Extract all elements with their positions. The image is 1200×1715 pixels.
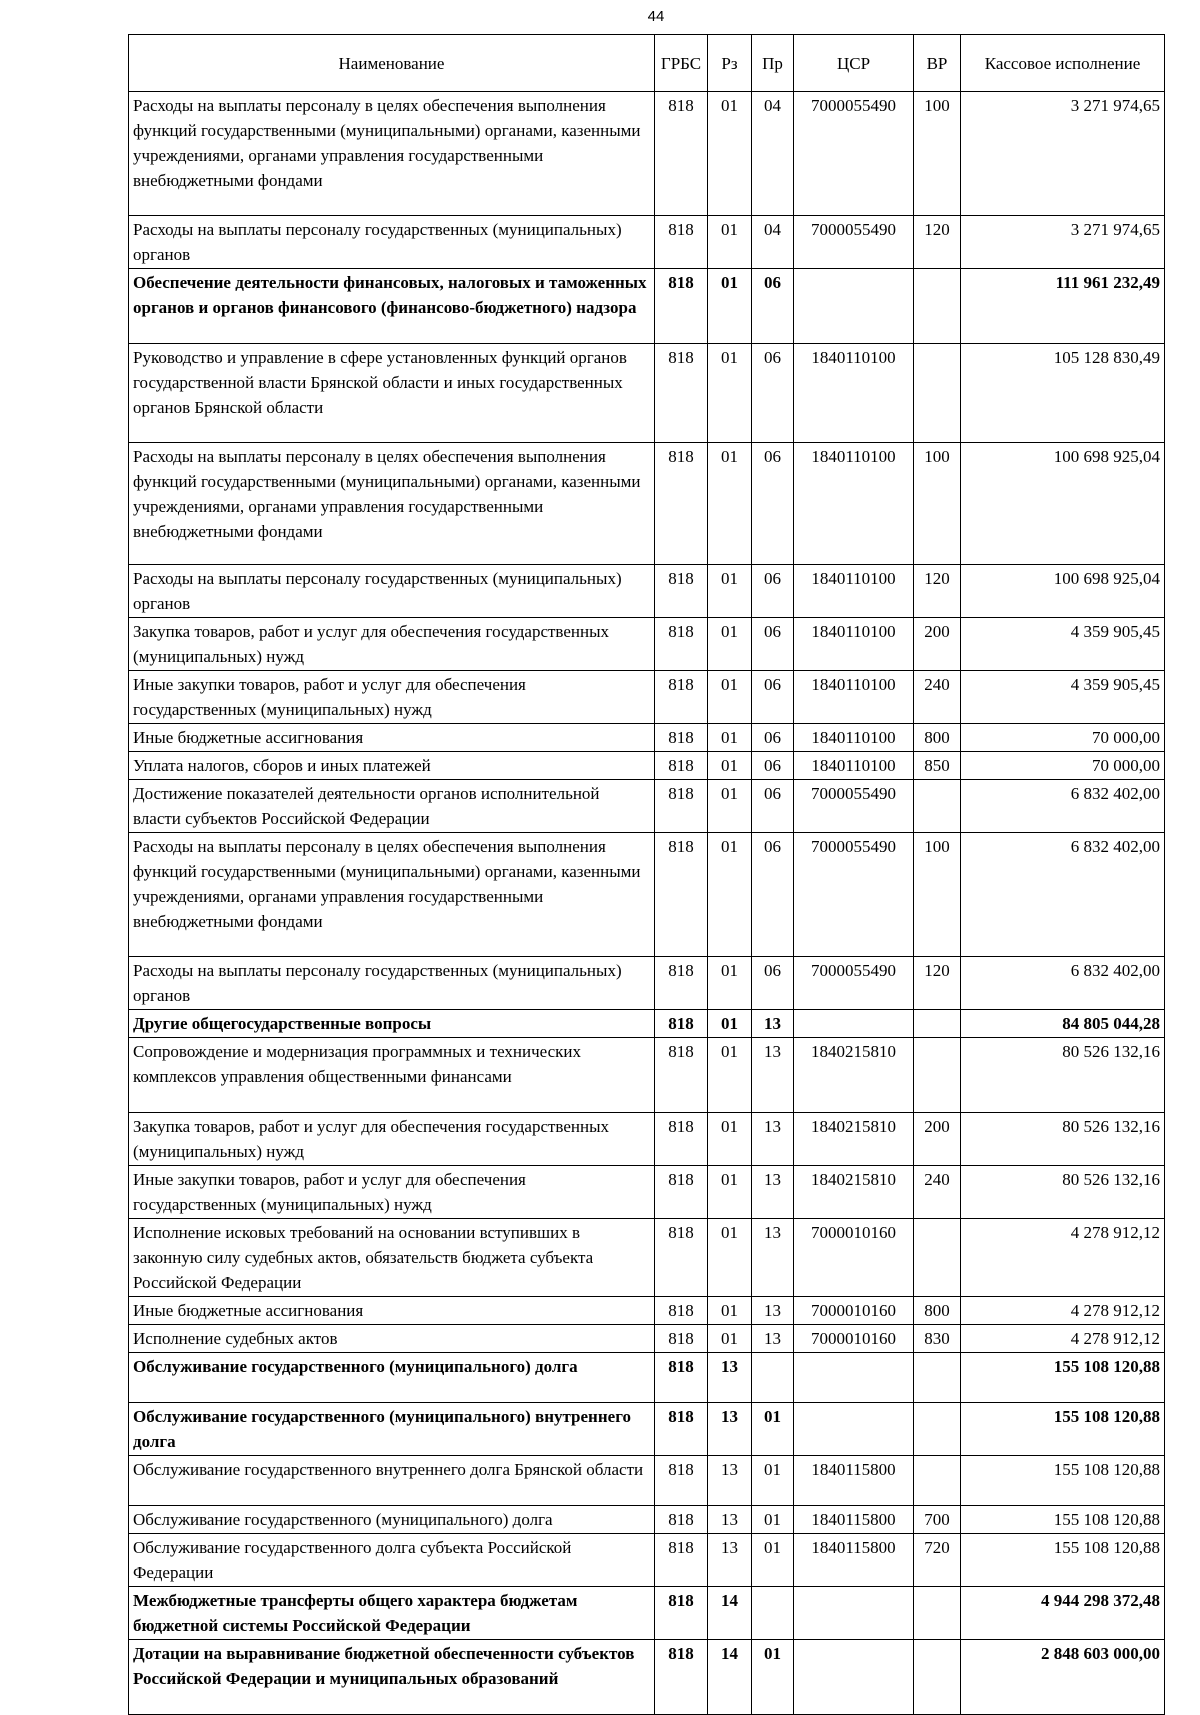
row-vr: 100	[914, 92, 961, 216]
row-name: Иные бюджетные ассигнования	[129, 724, 655, 752]
row-grbs: 818	[655, 92, 708, 216]
table-row	[129, 1534, 1165, 1587]
row-vr: 120	[914, 565, 961, 618]
row-rz: 01	[708, 752, 752, 780]
row-csr	[794, 1640, 914, 1715]
row-pr: 06	[752, 618, 794, 671]
row-amount: 4 278 912,12	[961, 1325, 1165, 1353]
row-rz: 01	[708, 1297, 752, 1325]
row-amount: 3 271 974,65	[961, 92, 1165, 216]
row-pr: 06	[752, 565, 794, 618]
row-name: Расходы на выплаты персоналу в целях обеспечения выполнения функций государственными (муниципальными) органами, казенными учреждениями, органами управления государственными внебюджетными фондами	[129, 92, 655, 216]
row-name: Обслуживание государственного (муниципального) долга	[129, 1353, 655, 1403]
row-rz: 01	[708, 618, 752, 671]
row-vr	[914, 1010, 961, 1038]
row-rz: 01	[708, 269, 752, 344]
row-pr	[752, 1587, 794, 1640]
row-vr: 720	[914, 1534, 961, 1587]
row-pr	[752, 1353, 794, 1403]
row-vr	[914, 1219, 961, 1297]
row-amount: 70 000,00	[961, 752, 1165, 780]
row-pr: 06	[752, 957, 794, 1010]
row-name: Иные закупки товаров, работ и услуг для обеспечения государственных (муниципальных) нужд	[129, 671, 655, 724]
table-row	[129, 443, 1165, 565]
row-csr	[794, 1353, 914, 1403]
header-rz: Рз	[708, 35, 752, 92]
row-rz: 13	[708, 1456, 752, 1506]
header-csr: ЦСР	[794, 35, 914, 92]
row-vr: 850	[914, 752, 961, 780]
row-vr	[914, 1456, 961, 1506]
row-csr: 1840110100	[794, 618, 914, 671]
row-amount: 80 526 132,16	[961, 1038, 1165, 1113]
row-pr: 06	[752, 344, 794, 443]
row-rz: 01	[708, 780, 752, 833]
row-name: Межбюджетные трансферты общего характера бюджетам бюджетной системы Российской Федерации	[129, 1587, 655, 1640]
row-vr: 700	[914, 1506, 961, 1534]
row-vr: 100	[914, 443, 961, 565]
row-csr: 1840215810	[794, 1166, 914, 1219]
row-csr: 1840215810	[794, 1113, 914, 1166]
row-pr: 13	[752, 1166, 794, 1219]
header-name: Наименование	[129, 35, 655, 92]
row-rz: 01	[708, 1038, 752, 1113]
row-csr: 7000055490	[794, 780, 914, 833]
row-pr: 04	[752, 216, 794, 269]
row-name: Достижение показателей деятельности органов исполнительной власти субъектов Российской Федерации	[129, 780, 655, 833]
row-rz: 13	[708, 1534, 752, 1587]
row-amount: 155 108 120,88	[961, 1534, 1165, 1587]
row-csr: 1840110100	[794, 724, 914, 752]
row-amount: 70 000,00	[961, 724, 1165, 752]
table-row	[129, 269, 1165, 344]
row-csr: 1840110100	[794, 565, 914, 618]
row-grbs: 818	[655, 443, 708, 565]
row-amount: 100 698 925,04	[961, 565, 1165, 618]
table-row	[129, 92, 1165, 216]
row-vr: 120	[914, 957, 961, 1010]
row-vr: 120	[914, 216, 961, 269]
row-rz: 01	[708, 671, 752, 724]
row-pr: 06	[752, 724, 794, 752]
row-csr	[794, 1587, 914, 1640]
row-grbs: 818	[655, 618, 708, 671]
table-row	[129, 344, 1165, 443]
row-amount: 155 108 120,88	[961, 1456, 1165, 1506]
row-amount: 6 832 402,00	[961, 780, 1165, 833]
row-grbs: 818	[655, 780, 708, 833]
row-vr: 800	[914, 1297, 961, 1325]
header-pr: Пр	[752, 35, 794, 92]
table-row	[129, 1353, 1165, 1403]
row-name: Расходы на выплаты персоналу государственных (муниципальных) органов	[129, 957, 655, 1010]
row-rz: 13	[708, 1403, 752, 1456]
row-vr: 200	[914, 1113, 961, 1166]
row-name: Расходы на выплаты персоналу государственных (муниципальных) органов	[129, 565, 655, 618]
row-vr	[914, 344, 961, 443]
row-grbs: 818	[655, 1456, 708, 1506]
table-row	[129, 1166, 1165, 1219]
row-amount: 4 278 912,12	[961, 1297, 1165, 1325]
row-name: Сопровождение и модернизация программных и технических комплексов управления общественными финансами	[129, 1038, 655, 1113]
row-rz: 13	[708, 1353, 752, 1403]
row-grbs: 818	[655, 1506, 708, 1534]
row-name: Обеспечение деятельности финансовых, налоговых и таможенных органов и органов финансового (финансово-бюджетного) надзора	[129, 269, 655, 344]
row-grbs: 818	[655, 671, 708, 724]
row-pr: 13	[752, 1113, 794, 1166]
header-grbs: ГРБС	[655, 35, 708, 92]
row-amount: 100 698 925,04	[961, 443, 1165, 565]
row-vr	[914, 1038, 961, 1113]
row-amount: 6 832 402,00	[961, 957, 1165, 1010]
table-row	[129, 671, 1165, 724]
row-csr: 1840110100	[794, 752, 914, 780]
row-amount: 155 108 120,88	[961, 1403, 1165, 1456]
table-row	[129, 1403, 1165, 1456]
row-amount: 84 805 044,28	[961, 1010, 1165, 1038]
row-grbs: 818	[655, 1297, 708, 1325]
row-amount: 105 128 830,49	[961, 344, 1165, 443]
row-amount: 111 961 232,49	[961, 269, 1165, 344]
page-number: 44	[647, 8, 665, 25]
row-csr: 7000055490	[794, 92, 914, 216]
row-name: Исполнение исковых требований на основании вступивших в законную силу судебных актов, обязательств бюджета субъекта Российской Федерации	[129, 1219, 655, 1297]
row-grbs: 818	[655, 344, 708, 443]
row-rz: 13	[708, 1506, 752, 1534]
table-row	[129, 1113, 1165, 1166]
row-amount: 155 108 120,88	[961, 1506, 1165, 1534]
table-row	[129, 1506, 1165, 1534]
row-pr: 01	[752, 1534, 794, 1587]
table-row	[129, 957, 1165, 1010]
row-csr: 1840115800	[794, 1506, 914, 1534]
row-amount: 155 108 120,88	[961, 1353, 1165, 1403]
row-rz: 01	[708, 833, 752, 957]
row-pr: 01	[752, 1640, 794, 1715]
header-vr: ВР	[914, 35, 961, 92]
row-pr: 01	[752, 1456, 794, 1506]
row-rz: 14	[708, 1640, 752, 1715]
table-row	[129, 1456, 1165, 1506]
row-name: Иные закупки товаров, работ и услуг для обеспечения государственных (муниципальных) нужд	[129, 1166, 655, 1219]
row-name: Обслуживание государственного внутреннего долга Брянской области	[129, 1456, 655, 1506]
row-vr	[914, 1353, 961, 1403]
row-name: Уплата налогов, сборов и иных платежей	[129, 752, 655, 780]
row-csr: 1840110100	[794, 344, 914, 443]
row-vr	[914, 1587, 961, 1640]
row-grbs: 818	[655, 957, 708, 1010]
row-amount: 80 526 132,16	[961, 1166, 1165, 1219]
table-row	[129, 216, 1165, 269]
row-vr	[914, 269, 961, 344]
header-amount: Кассовое исполнение	[961, 35, 1165, 92]
row-name: Руководство и управление в сфере установленных функций органов государственной власти Брянской области и иных государственных органов Брянской области	[129, 344, 655, 443]
row-csr: 1840110100	[794, 443, 914, 565]
row-rz: 01	[708, 344, 752, 443]
row-grbs: 818	[655, 1403, 708, 1456]
row-pr: 13	[752, 1038, 794, 1113]
row-grbs: 818	[655, 1587, 708, 1640]
row-name: Закупка товаров, работ и услуг для обеспечения государственных (муниципальных) нужд	[129, 1113, 655, 1166]
row-rz: 01	[708, 957, 752, 1010]
row-grbs: 818	[655, 1534, 708, 1587]
table-header-row	[129, 35, 1165, 92]
table-row	[129, 780, 1165, 833]
row-name: Закупка товаров, работ и услуг для обеспечения государственных (муниципальных) нужд	[129, 618, 655, 671]
row-vr: 240	[914, 1166, 961, 1219]
row-grbs: 818	[655, 1010, 708, 1038]
row-pr: 04	[752, 92, 794, 216]
row-name: Обслуживание государственного (муниципального) долга	[129, 1506, 655, 1534]
row-grbs: 818	[655, 1640, 708, 1715]
row-vr: 240	[914, 671, 961, 724]
row-vr: 830	[914, 1325, 961, 1353]
table-row	[129, 1010, 1165, 1038]
row-name: Обслуживание государственного долга субъекта Российской Федерации	[129, 1534, 655, 1587]
row-grbs: 818	[655, 1038, 708, 1113]
row-pr: 13	[752, 1325, 794, 1353]
row-amount: 6 832 402,00	[961, 833, 1165, 957]
row-rz: 01	[708, 565, 752, 618]
row-name: Расходы на выплаты персоналу в целях обеспечения выполнения функций государственными (муниципальными) органами, казенными учреждениями, органами управления государственными внебюджетными фондами	[129, 443, 655, 565]
row-rz: 01	[708, 1325, 752, 1353]
row-rz: 01	[708, 1113, 752, 1166]
row-grbs: 818	[655, 1113, 708, 1166]
row-vr: 800	[914, 724, 961, 752]
row-name: Исполнение судебных актов	[129, 1325, 655, 1353]
table-row	[129, 1297, 1165, 1325]
row-pr: 06	[752, 443, 794, 565]
table-row	[129, 1587, 1165, 1640]
table-row	[129, 724, 1165, 752]
row-grbs: 818	[655, 724, 708, 752]
row-pr: 01	[752, 1403, 794, 1456]
row-csr: 1840115800	[794, 1456, 914, 1506]
row-name: Иные бюджетные ассигнования	[129, 1297, 655, 1325]
row-grbs: 818	[655, 269, 708, 344]
row-rz: 01	[708, 1166, 752, 1219]
row-grbs: 818	[655, 1353, 708, 1403]
row-rz: 01	[708, 92, 752, 216]
row-grbs: 818	[655, 1166, 708, 1219]
row-csr: 1840215810	[794, 1038, 914, 1113]
row-grbs: 818	[655, 1219, 708, 1297]
row-grbs: 818	[655, 565, 708, 618]
row-pr: 06	[752, 671, 794, 724]
table-row	[129, 833, 1165, 957]
row-name: Обслуживание государственного (муниципального) внутреннего долга	[129, 1403, 655, 1456]
row-csr	[794, 1010, 914, 1038]
row-csr: 7000055490	[794, 216, 914, 269]
row-grbs: 818	[655, 1325, 708, 1353]
row-name: Дотации на выравнивание бюджетной обеспеченности субъектов Российской Федерации и муниципальных образований	[129, 1640, 655, 1715]
row-csr	[794, 1403, 914, 1456]
row-amount: 4 359 905,45	[961, 618, 1165, 671]
row-pr: 06	[752, 269, 794, 344]
row-pr: 01	[752, 1506, 794, 1534]
row-vr: 100	[914, 833, 961, 957]
row-name: Расходы на выплаты персоналу государственных (муниципальных) органов	[129, 216, 655, 269]
row-csr: 7000010160	[794, 1219, 914, 1297]
row-vr: 200	[914, 618, 961, 671]
row-pr: 06	[752, 833, 794, 957]
row-pr: 13	[752, 1010, 794, 1038]
row-amount: 4 278 912,12	[961, 1219, 1165, 1297]
row-csr: 7000010160	[794, 1297, 914, 1325]
table-row	[129, 752, 1165, 780]
row-pr: 06	[752, 752, 794, 780]
row-amount: 4 359 905,45	[961, 671, 1165, 724]
row-csr: 7000010160	[794, 1325, 914, 1353]
table-row	[129, 1038, 1165, 1113]
row-pr: 13	[752, 1219, 794, 1297]
row-vr	[914, 1640, 961, 1715]
row-csr: 1840115800	[794, 1534, 914, 1587]
row-rz: 01	[708, 1010, 752, 1038]
row-rz: 01	[708, 443, 752, 565]
row-grbs: 818	[655, 833, 708, 957]
row-amount: 80 526 132,16	[961, 1113, 1165, 1166]
budget-execution-table	[128, 34, 1165, 1715]
table-row	[129, 618, 1165, 671]
row-rz: 01	[708, 724, 752, 752]
row-name: Другие общегосударственные вопросы	[129, 1010, 655, 1038]
row-pr: 13	[752, 1297, 794, 1325]
row-amount: 2 848 603 000,00	[961, 1640, 1165, 1715]
row-csr	[794, 269, 914, 344]
row-grbs: 818	[655, 216, 708, 269]
table-row	[129, 1325, 1165, 1353]
row-csr: 7000055490	[794, 833, 914, 957]
table-row	[129, 1640, 1165, 1715]
row-pr: 06	[752, 780, 794, 833]
row-csr: 7000055490	[794, 957, 914, 1010]
row-vr	[914, 780, 961, 833]
row-rz: 01	[708, 216, 752, 269]
row-name: Расходы на выплаты персоналу в целях обеспечения выполнения функций государственными (муниципальными) органами, казенными учреждениями, органами управления государственными внебюджетными фондами	[129, 833, 655, 957]
row-amount: 4 944 298 372,48	[961, 1587, 1165, 1640]
table-row	[129, 565, 1165, 618]
row-grbs: 818	[655, 752, 708, 780]
row-rz: 01	[708, 1219, 752, 1297]
row-vr	[914, 1403, 961, 1456]
table-row	[129, 1219, 1165, 1297]
row-csr: 1840110100	[794, 671, 914, 724]
row-amount: 3 271 974,65	[961, 216, 1165, 269]
row-rz: 14	[708, 1587, 752, 1640]
